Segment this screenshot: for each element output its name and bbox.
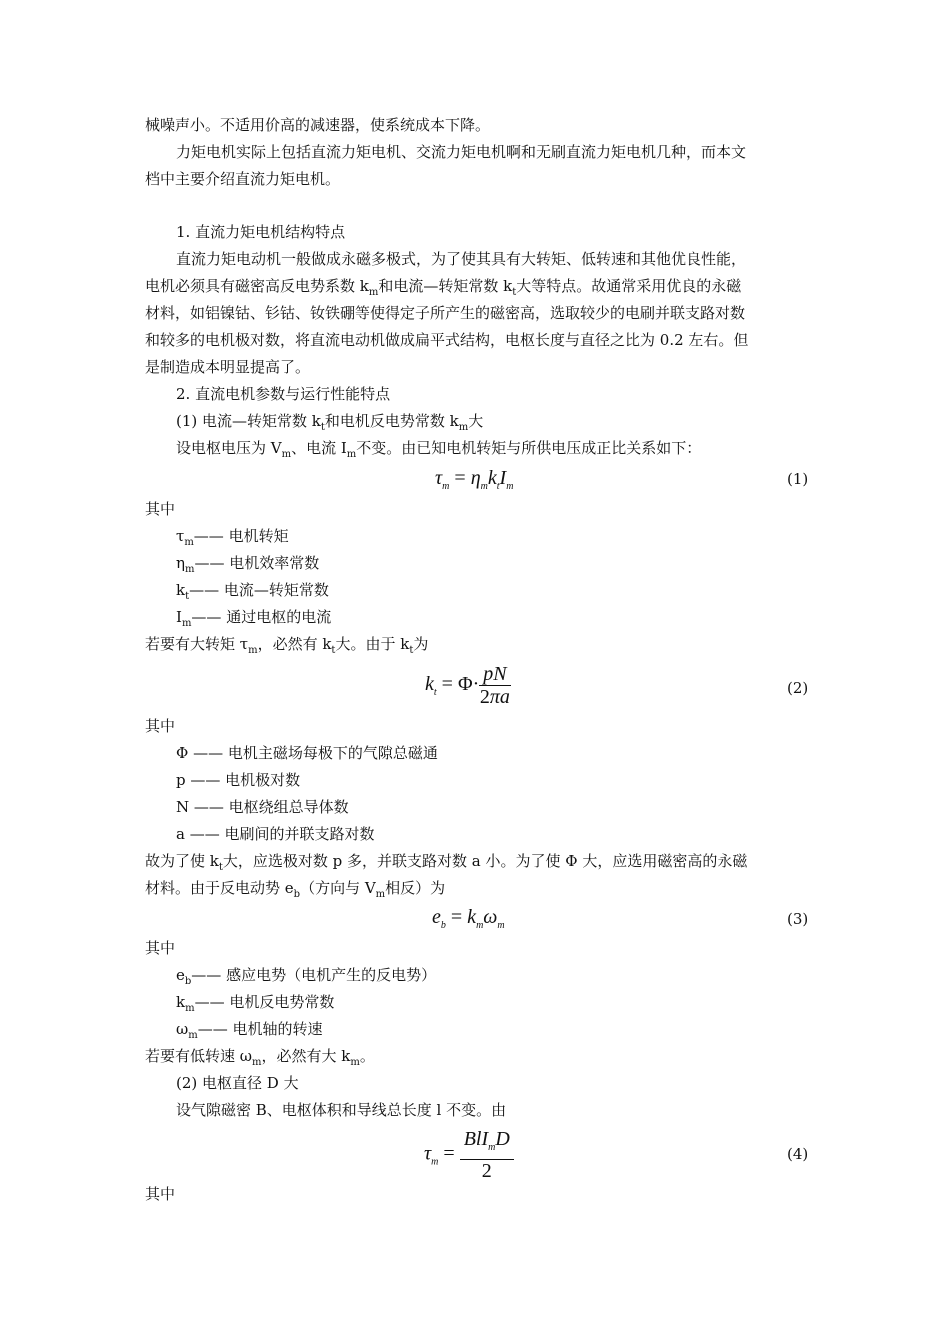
text-line: 材料，如铝镍钴、钐钴、钕铁硼等使得定子所产生的磁密高，选取较少的电刷并联支路对数 [145, 304, 746, 322]
subsection-heading: (1) 电流—转矩常数 $k_t$和电机反电势常数 $k_m$大 [176, 412, 484, 433]
text-line: 若要有低转速 $\omega_m$，必然有大 $k_m$。 [145, 1047, 375, 1068]
text-line: 若要有大转矩 $\tau_m$，必然有 $k_t$大。由于 $k_t$为 [145, 635, 429, 656]
text-line: 材料。由于反电动势 $e_b$（方向与 $V_m$相反）为 [145, 879, 446, 900]
text-line: 电机必须具有磁密高反电势系数 $k_m$和电流—转矩常数 $k_t$大等特点。故通常采用优良的永磁 [145, 277, 742, 298]
section-heading: 1. 直流力矩电机结构特点 [176, 223, 346, 241]
definition-item: $\tau_m——$ 电机转矩 [176, 527, 289, 548]
text-line: 是制造成本明显提高了。 [145, 358, 311, 376]
text-line: 直流力矩电动机一般做成永磁多极式，为了使其具有大转矩、低转速和其他优良性能， [176, 250, 747, 268]
definition-item: $I_m——$ 通过电枢的电流 [176, 608, 332, 629]
text-line: 力矩电机实际上包括直流力矩电机、交流力矩电机啊和无刷直流力矩电机几种，而本文 [176, 143, 747, 161]
text-line: 档中主要介绍直流力矩电机。 [145, 170, 341, 188]
definition-item: $k_m——$ 电机反电势常数 [176, 993, 335, 1014]
definition-item: $\eta_m——$ 电机效率常数 [176, 554, 320, 575]
text-line: 设气隙磁密 B、电枢体积和导线总长度 l 不变。由 [176, 1101, 507, 1119]
equation-1: $\tau_m = \eta_mk_tI_m$ [435, 467, 514, 492]
equation-number: (1) [787, 470, 809, 488]
definition-item: $k_t——$ 电流—转矩常数 [176, 581, 329, 602]
equation-3: $e_b = k_m\omega_m$ [432, 906, 505, 931]
subsection-heading: (2) 电枢直径 D 大 [176, 1074, 299, 1092]
text-line: 械噪声小。不适用价高的减速器，使系统成本下降。 [145, 116, 491, 134]
text-line: 和较多的电机极对数，将直流电动机做成扁平式结构，电枢长度与直径之比为 0.2 左右。但 [145, 331, 749, 349]
text-line: 设电枢电压为 $V_m$、电流 $I_m$不变。由已知电机转矩与所供电压成正比关系如下： [176, 439, 702, 460]
equation-number: (2) [787, 679, 809, 697]
definition-item: Φ —— 电机主磁场每极下的气隙总磁通 [176, 744, 438, 762]
text-line: 其中 [145, 939, 176, 957]
section-heading: 2. 直流电机参数与运行性能特点 [176, 385, 391, 403]
text-line: 其中 [145, 500, 176, 518]
text-line: 其中 [145, 1185, 176, 1203]
equation-2: $k_t = \Phi\cdot$ $\frac{pN}{2\pi a}$ [425, 663, 510, 708]
equation-number: (4) [787, 1145, 809, 1163]
text-line: 其中 [145, 717, 176, 735]
definition-item: a —— 电刷间的并联支路对数 [176, 825, 375, 843]
equation-number: (3) [787, 910, 809, 928]
equation-4: $\tau_m$ = $\frac{BlI_mD}{2}$ [424, 1128, 514, 1182]
definition-item: p —— 电机极对数 [176, 771, 301, 789]
text-line: 故为了使 $k_t$大，应选极对数 p 多，并联支路对数 a 小。为了使 Φ 大，应选用磁密高的永磁 [145, 852, 748, 873]
definition-item: N —— 电枢绕组总导体数 [176, 798, 349, 816]
definition-item: $\omega_m——$ 电机轴的转速 [176, 1020, 323, 1041]
definition-item: $e_b——$ 感应电势（电机产生的反电势） [176, 966, 437, 987]
